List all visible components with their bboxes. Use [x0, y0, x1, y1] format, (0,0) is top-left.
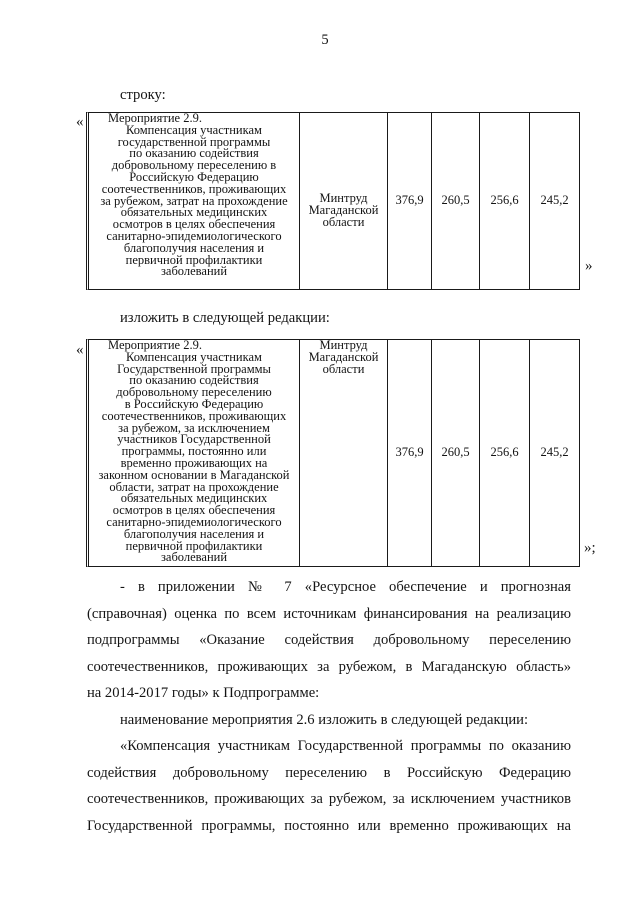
value-cell-3 [480, 113, 530, 289]
value-text: 376,9 [395, 445, 424, 460]
executor-line: Магаданской [308, 202, 379, 217]
value-text: 256,6 [490, 193, 519, 208]
value-text: 376,9 [395, 193, 424, 208]
paragraph-line: соотечественников, проживающих за рубежом, за исключением участников [87, 791, 571, 807]
value-text: 260,5 [441, 445, 470, 460]
activity-line: Государственной программы [117, 361, 271, 376]
activity-line: Мероприятие 2.9. [108, 338, 202, 352]
activity-line: заболеваний [160, 550, 228, 565]
executor-line: области [322, 361, 365, 376]
activity-line: добровольному переселению [116, 385, 272, 400]
activity-line: благополучия населения и [123, 240, 265, 255]
activity-line: обязательных медицинских [120, 491, 268, 506]
activity-line: законном основании в Магаданской [98, 467, 290, 482]
table-old [86, 112, 580, 290]
table-new-open-quote: « [76, 342, 84, 358]
activity-line: области, затрат на прохождение [109, 479, 279, 494]
value-cell-4 [530, 340, 579, 566]
activity-line: санитарно-эпидемиологического [106, 514, 282, 529]
activity-line: соотечественников, проживающих [101, 181, 287, 196]
activity-line: обязательных медицинских [120, 205, 268, 220]
paragraph-line: на 2014-2017 годы» к Подпрограмме: [87, 685, 320, 701]
value-text: 256,6 [490, 445, 519, 460]
table-old-close-quote: » [585, 258, 593, 274]
paragraph-line: соотечественников, проживающих за рубежом, в Магаданскую область» [87, 658, 571, 675]
value-cell-1 [388, 340, 432, 566]
activity-line: программы, постоянно или [121, 444, 267, 459]
activity-line: по оказанию содействия [129, 373, 259, 388]
activity-line: первичной профилактики [125, 252, 263, 267]
activity-line: участников Государственной [117, 432, 271, 447]
value-cell-2 [432, 340, 480, 566]
activity-line: соотечественников, проживающих [101, 408, 287, 423]
page-number: 5 [321, 32, 329, 48]
executor-line: Минтруд [319, 191, 368, 205]
body-text [87, 574, 571, 839]
value-text: 245,2 [540, 445, 569, 460]
activity-line: санитарно-эпидемиологического [106, 228, 282, 243]
paragraph-line: (справочная) оценка по всем источникам финансирования на реализацию [87, 605, 571, 622]
activity-line: осмотров в целях обеспечения [112, 217, 276, 232]
activity-line: добровольному переселению в [111, 158, 277, 173]
activity-line: благополучия населения и [123, 526, 265, 541]
value-text: 260,5 [441, 193, 470, 208]
activity-line: Компенсация участникам [126, 122, 262, 137]
executor-cell [300, 340, 388, 566]
executor-line: Магаданской [308, 349, 379, 364]
paragraph-line: Государственной программы, постоянно или временно проживающих на [87, 817, 571, 834]
activity-cell [89, 340, 300, 566]
intro-text: строку: [120, 87, 166, 103]
value-cell-2 [432, 113, 480, 289]
activity-line: по оказанию содействия [129, 146, 259, 161]
value-cell-3 [480, 340, 530, 566]
activity-line: временно проживающих на [120, 455, 268, 470]
activity-line: государственной программы [117, 134, 271, 149]
activity-line: за рубежом, за исключением [118, 420, 270, 435]
value-text: 245,2 [540, 193, 569, 208]
activity-line: Мероприятие 2.9. [108, 111, 202, 125]
paragraph-line: «Компенсация участникам Государственной программы по оказанию [120, 738, 571, 754]
paragraph-line: содействия добровольному переселению в Российскую Федерацию [87, 764, 571, 781]
executor-line: области [322, 214, 365, 229]
value-cell-4 [530, 113, 579, 289]
activity-line: осмотров в целях обеспечения [112, 503, 276, 518]
activity-cell [89, 113, 300, 289]
activity-line: Компенсация участникам [126, 349, 262, 364]
paragraph-line: наименование мероприятия 2.6 изложить в следующей редакции: [120, 711, 529, 728]
activity-line: первичной профилактики [125, 538, 263, 553]
table-new-close-quote: »; [584, 540, 596, 556]
value-cell-1 [388, 113, 432, 289]
executor-cell [300, 113, 388, 289]
paragraph-line: подпрограммы «Оказание содействия добровольному переселению [87, 632, 571, 648]
executor-line: Минтруд [319, 338, 368, 352]
activity-line: заболеваний [160, 264, 228, 279]
activity-line: в Российскую Федерацию [124, 396, 264, 411]
table-new [86, 339, 580, 567]
table-old-open-quote: « [76, 114, 84, 130]
replace-text: изложить в следующей редакции: [120, 310, 330, 326]
activity-line: Российскую Федерацию [129, 169, 259, 184]
paragraph-line: - в приложении № 7 «Ресурсное обеспечение и прогнозная [120, 579, 571, 595]
activity-line: за рубежом, затрат на прохождение [100, 193, 288, 208]
